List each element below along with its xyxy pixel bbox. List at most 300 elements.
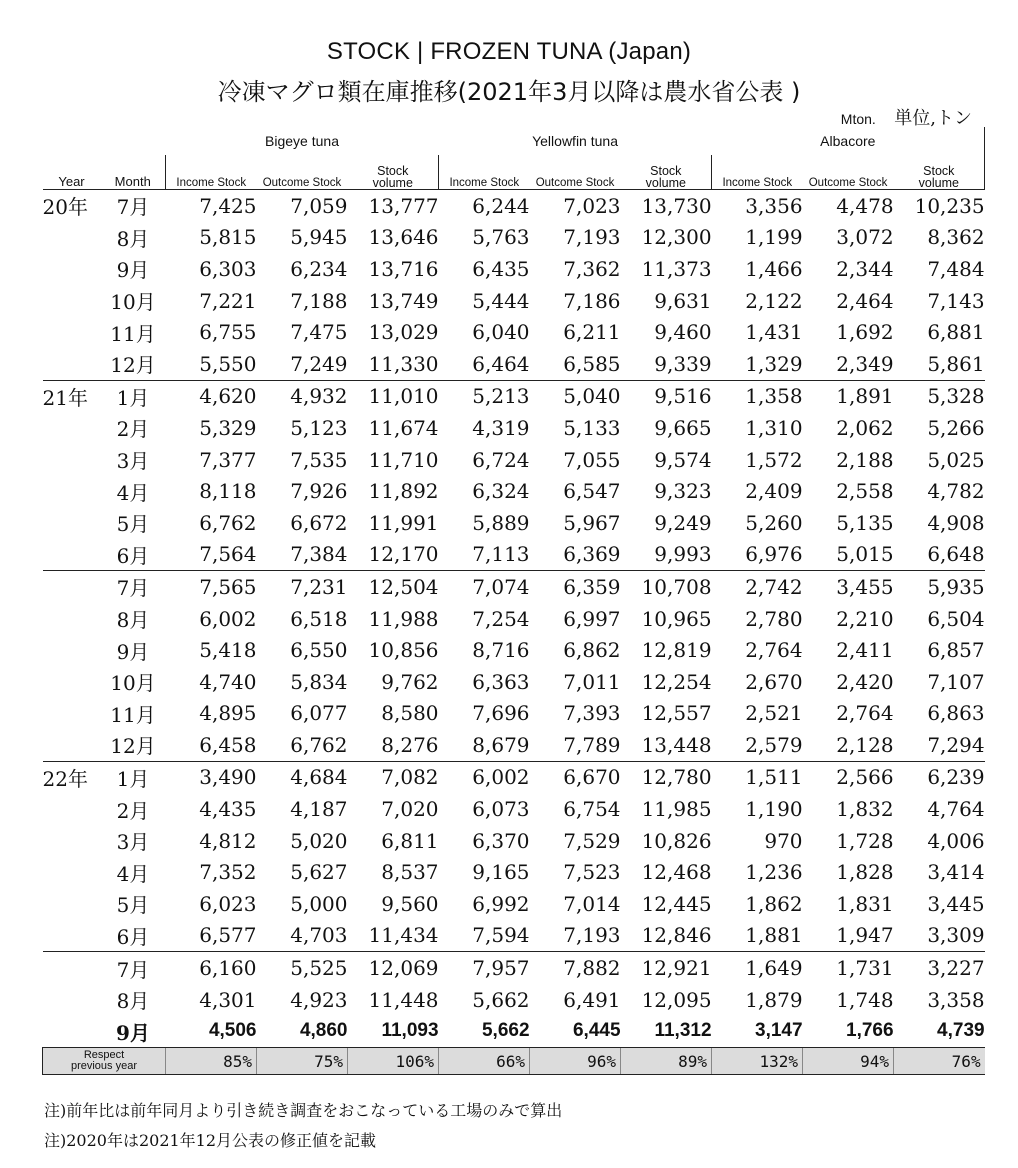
value-cell: 8,537 bbox=[381, 860, 439, 885]
respect-value-cell: 106% bbox=[348, 1048, 439, 1075]
value-cell: 9,560 bbox=[381, 891, 439, 916]
value-cell: 9,762 bbox=[381, 669, 439, 694]
value-cell: 6,547 bbox=[563, 479, 621, 504]
respect-value-cell: 89% bbox=[621, 1048, 712, 1075]
value-cell: 7,696 bbox=[472, 701, 530, 726]
value-cell: 6,073 bbox=[472, 797, 530, 822]
value-cell: 4,703 bbox=[290, 923, 348, 948]
value-cell: 6,363 bbox=[472, 669, 530, 694]
value-cell: 6,577 bbox=[199, 923, 257, 948]
value-cell: 2,780 bbox=[745, 606, 803, 631]
value-cell: 4,684 bbox=[257, 761, 348, 793]
month-cell: 11月 bbox=[110, 702, 156, 727]
value-cell: 7,484 bbox=[927, 256, 985, 281]
value-cell: 4,478 bbox=[803, 190, 894, 222]
value-cell: 5,213 bbox=[439, 380, 530, 412]
value-cell: 7,231 bbox=[257, 571, 348, 603]
value-cell: 6,550 bbox=[290, 638, 348, 663]
year-header: Year bbox=[58, 174, 85, 189]
value-cell: 7,377 bbox=[199, 447, 257, 472]
value-cell: 2,670 bbox=[745, 669, 803, 694]
month-cell: 2月 bbox=[116, 798, 150, 823]
value-cell: 11,892 bbox=[368, 479, 439, 504]
value-cell: 1,310 bbox=[745, 415, 803, 440]
month-cell: 8月 bbox=[116, 989, 150, 1014]
month-cell: 1月 bbox=[101, 380, 166, 412]
month-cell: 9月 bbox=[116, 258, 150, 283]
value-cell: 11,312 bbox=[654, 1020, 712, 1042]
value-cell: 6,672 bbox=[290, 510, 348, 535]
value-cell: 7,186 bbox=[563, 288, 621, 313]
year-cell bbox=[43, 856, 101, 888]
value-cell: 3,455 bbox=[803, 571, 894, 603]
value-cell: 6,359 bbox=[530, 571, 621, 603]
value-cell: 9,249 bbox=[654, 510, 712, 535]
value-cell: 1,832 bbox=[836, 797, 894, 822]
value-cell: 2,764 bbox=[745, 638, 803, 663]
respect-value-cell: 96% bbox=[530, 1048, 621, 1075]
year-cell bbox=[43, 285, 101, 317]
value-cell: 4,932 bbox=[257, 380, 348, 412]
value-cell: 2,742 bbox=[712, 571, 803, 603]
year-cell bbox=[43, 475, 101, 507]
value-cell: 7,882 bbox=[530, 952, 621, 984]
value-cell: 5,418 bbox=[199, 638, 257, 663]
value-cell: 3,358 bbox=[927, 987, 985, 1012]
value-cell: 4,740 bbox=[199, 669, 257, 694]
month-header: Month bbox=[114, 174, 151, 189]
value-cell: 9,339 bbox=[654, 351, 712, 376]
outcome-stock-header: Outcome Stock bbox=[262, 177, 342, 189]
value-cell: 4,301 bbox=[199, 987, 257, 1012]
value-cell: 2,558 bbox=[836, 479, 894, 504]
value-cell: 6,670 bbox=[530, 761, 621, 793]
value-cell: 11,985 bbox=[641, 797, 712, 822]
value-cell: 2,344 bbox=[836, 256, 894, 281]
species-header-yellowfin: Yellowfin tuna bbox=[532, 133, 618, 149]
month-cell: 12月 bbox=[110, 734, 156, 759]
table-row bbox=[43, 253, 985, 285]
table-row bbox=[43, 316, 985, 348]
value-cell: 6,464 bbox=[472, 351, 530, 376]
value-cell: 11,093 bbox=[381, 1020, 439, 1042]
value-cell: 1,731 bbox=[803, 952, 894, 984]
table-row bbox=[43, 190, 985, 222]
value-cell: 5,945 bbox=[290, 225, 348, 250]
value-cell: 7,023 bbox=[530, 190, 621, 222]
value-cell: 6,445 bbox=[572, 1020, 621, 1042]
value-cell: 7,254 bbox=[472, 606, 530, 631]
value-cell: 6,023 bbox=[199, 891, 257, 916]
value-cell: 11,710 bbox=[368, 447, 439, 472]
value-cell: 7,352 bbox=[199, 860, 257, 885]
value-cell: 11,674 bbox=[368, 415, 439, 440]
value-cell: 2,188 bbox=[836, 447, 894, 472]
value-cell: 8,118 bbox=[199, 479, 257, 504]
value-cell: 6,303 bbox=[199, 256, 257, 281]
value-cell: 13,448 bbox=[641, 732, 712, 757]
year-cell bbox=[43, 729, 101, 761]
value-cell: 5,834 bbox=[290, 669, 348, 694]
value-cell: 11,991 bbox=[368, 510, 439, 535]
value-cell: 5,000 bbox=[290, 891, 348, 916]
year-cell bbox=[43, 507, 101, 539]
value-cell: 8,716 bbox=[472, 638, 530, 663]
value-cell: 5,444 bbox=[472, 288, 530, 313]
value-cell: 1,649 bbox=[712, 952, 803, 984]
respect-value-cell: 76% bbox=[894, 1048, 985, 1075]
year-cell: 20年 bbox=[43, 190, 101, 222]
table-row bbox=[43, 856, 985, 888]
value-cell: 970 bbox=[764, 828, 803, 853]
value-cell: 5,627 bbox=[290, 860, 348, 885]
value-cell: 7,143 bbox=[927, 288, 985, 313]
value-cell: 1,766 bbox=[846, 1020, 894, 1042]
value-cell: 5,935 bbox=[894, 571, 985, 603]
value-cell: 1,199 bbox=[745, 225, 803, 250]
value-cell: 4,860 bbox=[299, 1020, 348, 1042]
value-cell: 5,025 bbox=[927, 447, 985, 472]
value-cell: 6,762 bbox=[290, 732, 348, 757]
year-cell bbox=[43, 1015, 101, 1047]
unit-japanese: 単位,トン bbox=[894, 108, 972, 129]
value-cell: 6,648 bbox=[927, 542, 985, 567]
stock-volume-header: Stock volume bbox=[894, 155, 985, 190]
value-cell: 6,458 bbox=[199, 732, 257, 757]
table-row bbox=[43, 475, 985, 507]
value-cell: 7,393 bbox=[563, 701, 621, 726]
value-cell: 1,692 bbox=[836, 320, 894, 345]
month-cell: 3月 bbox=[116, 449, 150, 474]
value-cell: 8,580 bbox=[381, 701, 439, 726]
value-cell: 1,358 bbox=[712, 380, 803, 412]
value-cell: 3,490 bbox=[166, 761, 257, 793]
year-cell bbox=[43, 222, 101, 254]
footnote: 注)前年比は前年同月より引き続き調査をおこなっている工場のみで算出 bbox=[44, 1101, 563, 1120]
year-cell bbox=[43, 984, 101, 1016]
value-cell: 7,529 bbox=[563, 828, 621, 853]
value-cell: 2,349 bbox=[836, 351, 894, 376]
value-cell: 6,370 bbox=[472, 828, 530, 853]
value-cell: 13,029 bbox=[368, 320, 439, 345]
value-cell: 6,724 bbox=[472, 447, 530, 472]
month-cell: 10月 bbox=[110, 671, 156, 696]
outcome-stock-header: Outcome Stock bbox=[535, 177, 615, 189]
value-cell: 7,059 bbox=[257, 190, 348, 222]
year-cell bbox=[43, 253, 101, 285]
value-cell: 7,475 bbox=[290, 320, 348, 345]
table-row bbox=[43, 920, 985, 952]
value-cell: 6,755 bbox=[199, 320, 257, 345]
value-cell: 10,965 bbox=[641, 606, 712, 631]
value-cell: 7,188 bbox=[290, 288, 348, 313]
table-row bbox=[43, 444, 985, 476]
value-cell: 4,620 bbox=[166, 380, 257, 412]
stock-volume-header: Stock volume bbox=[372, 164, 413, 190]
value-cell: 7,074 bbox=[439, 571, 530, 603]
value-cell: 5,135 bbox=[836, 510, 894, 535]
table-row bbox=[43, 571, 985, 603]
value-cell: 1,329 bbox=[745, 351, 803, 376]
month-cell: 6月 bbox=[116, 543, 150, 568]
value-cell: 2,409 bbox=[745, 479, 803, 504]
table-row bbox=[43, 634, 985, 666]
value-cell: 4,006 bbox=[927, 828, 985, 853]
value-cell: 9,993 bbox=[654, 542, 712, 567]
value-cell: 12,468 bbox=[641, 860, 712, 885]
value-cell: 3,072 bbox=[836, 225, 894, 250]
value-cell: 2,566 bbox=[803, 761, 894, 793]
value-cell: 2,764 bbox=[836, 701, 894, 726]
value-cell: 7,523 bbox=[563, 860, 621, 885]
value-cell: 6,435 bbox=[472, 256, 530, 281]
value-cell: 7,055 bbox=[563, 447, 621, 472]
value-cell: 7,384 bbox=[290, 542, 348, 567]
year-cell bbox=[43, 666, 101, 698]
month-cell: 7月 bbox=[101, 571, 166, 603]
value-cell: 1,748 bbox=[836, 987, 894, 1012]
year-cell bbox=[43, 888, 101, 920]
value-cell: 4,764 bbox=[927, 797, 985, 822]
value-cell: 13,777 bbox=[348, 190, 439, 222]
respect-value-cell: 85% bbox=[166, 1048, 257, 1075]
value-cell: 1,236 bbox=[745, 860, 803, 885]
value-cell: 6,239 bbox=[894, 761, 985, 793]
value-cell: 9,574 bbox=[654, 447, 712, 472]
table-row bbox=[43, 793, 985, 825]
value-cell: 2,210 bbox=[836, 606, 894, 631]
table-row bbox=[43, 222, 985, 254]
value-cell: 12,557 bbox=[641, 701, 712, 726]
value-cell: 1,511 bbox=[712, 761, 803, 793]
value-cell: 9,631 bbox=[654, 288, 712, 313]
value-cell: 10,235 bbox=[894, 190, 985, 222]
respect-value-cell: 132% bbox=[712, 1048, 803, 1075]
table-body bbox=[43, 190, 985, 1075]
value-cell: 2,464 bbox=[836, 288, 894, 313]
value-cell: 4,923 bbox=[290, 987, 348, 1012]
month-cell: 4月 bbox=[116, 480, 150, 505]
month-cell: 5月 bbox=[116, 893, 150, 918]
value-cell: 12,445 bbox=[641, 891, 712, 916]
year-cell bbox=[43, 952, 101, 984]
year-cell bbox=[43, 698, 101, 730]
value-cell: 3,414 bbox=[927, 860, 985, 885]
table-row bbox=[43, 1015, 985, 1047]
year-cell bbox=[43, 634, 101, 666]
value-cell: 7,249 bbox=[290, 351, 348, 376]
species-header-albacore: Albacore bbox=[712, 127, 985, 155]
year-cell bbox=[43, 444, 101, 476]
value-cell: 12,069 bbox=[348, 952, 439, 984]
year-cell bbox=[43, 603, 101, 635]
title-english: STOCK | FROZEN TUNA (Japan) bbox=[326, 38, 692, 65]
value-cell: 5,040 bbox=[530, 380, 621, 412]
value-cell: 6,160 bbox=[166, 952, 257, 984]
value-cell: 5,662 bbox=[472, 987, 530, 1012]
table-row bbox=[43, 603, 985, 635]
value-cell: 5,662 bbox=[481, 1020, 530, 1042]
value-cell: 6,504 bbox=[927, 606, 985, 631]
value-cell: 4,895 bbox=[199, 701, 257, 726]
value-cell: 4,435 bbox=[199, 797, 257, 822]
month-cell: 6月 bbox=[116, 924, 150, 949]
value-cell: 2,521 bbox=[745, 701, 803, 726]
value-cell: 6,992 bbox=[472, 891, 530, 916]
value-cell: 10,856 bbox=[368, 638, 439, 663]
income-stock-header: Income Stock bbox=[439, 155, 530, 190]
value-cell: 5,260 bbox=[745, 510, 803, 535]
value-cell: 7,082 bbox=[348, 761, 439, 793]
value-cell: 7,957 bbox=[439, 952, 530, 984]
value-cell: 7,011 bbox=[563, 669, 621, 694]
month-cell: 12月 bbox=[110, 353, 156, 378]
value-cell: 6,002 bbox=[199, 606, 257, 631]
frozen-tuna-stock-table bbox=[42, 127, 985, 1075]
value-cell: 12,095 bbox=[641, 987, 712, 1012]
value-cell: 5,329 bbox=[199, 415, 257, 440]
value-cell: 7,014 bbox=[563, 891, 621, 916]
table-row bbox=[43, 952, 985, 984]
value-cell: 7,107 bbox=[927, 669, 985, 694]
value-cell: 1,828 bbox=[836, 860, 894, 885]
year-cell bbox=[43, 571, 101, 603]
value-cell: 6,863 bbox=[927, 701, 985, 726]
value-cell: 4,187 bbox=[290, 797, 348, 822]
value-cell: 9,516 bbox=[621, 380, 712, 412]
year-cell: 21年 bbox=[43, 380, 101, 412]
value-cell: 6,244 bbox=[439, 190, 530, 222]
value-cell: 9,323 bbox=[654, 479, 712, 504]
value-cell: 10,826 bbox=[641, 828, 712, 853]
value-cell: 2,122 bbox=[745, 288, 803, 313]
value-cell: 1,572 bbox=[745, 447, 803, 472]
income-stock-header: Income Stock bbox=[712, 155, 803, 190]
value-cell: 6,997 bbox=[563, 606, 621, 631]
value-cell: 7,926 bbox=[290, 479, 348, 504]
value-cell: 2,128 bbox=[836, 732, 894, 757]
month-cell: 3月 bbox=[116, 830, 150, 855]
value-cell: 6,862 bbox=[563, 638, 621, 663]
value-cell: 1,862 bbox=[745, 891, 803, 916]
value-cell: 6,211 bbox=[563, 320, 621, 345]
table-row bbox=[43, 761, 985, 793]
value-cell: 1,891 bbox=[803, 380, 894, 412]
value-cell: 3,356 bbox=[712, 190, 803, 222]
value-cell: 5,550 bbox=[199, 351, 257, 376]
value-cell: 6,754 bbox=[563, 797, 621, 822]
stock-volume-header: Stock volume bbox=[645, 164, 686, 190]
value-cell: 11,448 bbox=[368, 987, 439, 1012]
value-cell: 6,811 bbox=[381, 828, 439, 853]
value-cell: 13,646 bbox=[368, 225, 439, 250]
value-cell: 6,369 bbox=[563, 542, 621, 567]
value-cell: 4,739 bbox=[937, 1020, 985, 1042]
month-cell: 7月 bbox=[101, 190, 166, 222]
value-cell: 1,728 bbox=[836, 828, 894, 853]
year-cell bbox=[43, 825, 101, 857]
value-cell: 2,411 bbox=[836, 638, 894, 663]
value-cell: 6,234 bbox=[290, 256, 348, 281]
value-cell: 3,445 bbox=[927, 891, 985, 916]
value-cell: 3,147 bbox=[755, 1020, 803, 1042]
table-row bbox=[43, 380, 985, 412]
value-cell: 8,276 bbox=[381, 732, 439, 757]
value-cell: 13,716 bbox=[368, 256, 439, 281]
value-cell: 7,594 bbox=[472, 923, 530, 948]
value-cell: 5,266 bbox=[927, 415, 985, 440]
value-cell: 12,921 bbox=[621, 952, 712, 984]
value-cell: 7,565 bbox=[166, 571, 257, 603]
value-cell: 12,300 bbox=[641, 225, 712, 250]
month-cell: 2月 bbox=[116, 417, 150, 442]
table-row bbox=[43, 348, 985, 380]
value-cell: 1,431 bbox=[745, 320, 803, 345]
value-cell: 6,491 bbox=[563, 987, 621, 1012]
respect-value-cell: 66% bbox=[439, 1048, 530, 1075]
month-cell: 7月 bbox=[101, 952, 166, 984]
unit-english: Mton. bbox=[840, 111, 876, 127]
outcome-stock-header: Outcome Stock bbox=[808, 177, 888, 189]
value-cell: 6,077 bbox=[290, 701, 348, 726]
year-cell bbox=[43, 316, 101, 348]
month-cell: 11月 bbox=[110, 321, 156, 346]
table-row bbox=[43, 507, 985, 539]
value-cell: 7,789 bbox=[563, 732, 621, 757]
value-cell: 5,967 bbox=[563, 510, 621, 535]
value-cell: 5,328 bbox=[894, 380, 985, 412]
year-cell: 22年 bbox=[43, 761, 101, 793]
table-row bbox=[43, 825, 985, 857]
table-row bbox=[43, 984, 985, 1016]
value-cell: 6,040 bbox=[472, 320, 530, 345]
value-cell: 4,908 bbox=[927, 510, 985, 535]
species-header-bigeye: Bigeye tuna bbox=[265, 133, 339, 149]
value-cell: 1,190 bbox=[745, 797, 803, 822]
table-row bbox=[43, 539, 985, 571]
value-cell: 12,846 bbox=[641, 923, 712, 948]
month-cell: 9月 bbox=[116, 1020, 150, 1045]
value-cell: 5,015 bbox=[836, 542, 894, 567]
value-cell: 8,679 bbox=[472, 732, 530, 757]
month-cell: 10月 bbox=[110, 290, 156, 315]
value-cell: 6,762 bbox=[199, 510, 257, 535]
value-cell: 11,330 bbox=[368, 351, 439, 376]
value-cell: 11,373 bbox=[641, 256, 712, 281]
table-row bbox=[43, 285, 985, 317]
value-cell: 9,165 bbox=[472, 860, 530, 885]
value-cell: 10,708 bbox=[621, 571, 712, 603]
value-cell: 6,518 bbox=[290, 606, 348, 631]
value-cell: 7,221 bbox=[199, 288, 257, 313]
value-cell: 8,362 bbox=[927, 225, 985, 250]
value-cell: 1,831 bbox=[836, 891, 894, 916]
month-cell: 5月 bbox=[116, 512, 150, 537]
value-cell: 1,466 bbox=[745, 256, 803, 281]
footnote: 注)2020年は2021年12月公表の修正値を記載 bbox=[44, 1131, 377, 1150]
income-stock-header: Income Stock bbox=[166, 155, 257, 190]
value-cell: 11,434 bbox=[368, 923, 439, 948]
value-cell: 3,227 bbox=[894, 952, 985, 984]
value-cell: 9,665 bbox=[654, 415, 712, 440]
value-cell: 3,309 bbox=[927, 923, 985, 948]
value-cell: 7,294 bbox=[927, 732, 985, 757]
value-cell: 7,193 bbox=[563, 923, 621, 948]
value-cell: 1,879 bbox=[745, 987, 803, 1012]
value-cell: 12,254 bbox=[641, 669, 712, 694]
respect-value-cell: 94% bbox=[803, 1048, 894, 1075]
value-cell: 5,763 bbox=[472, 225, 530, 250]
